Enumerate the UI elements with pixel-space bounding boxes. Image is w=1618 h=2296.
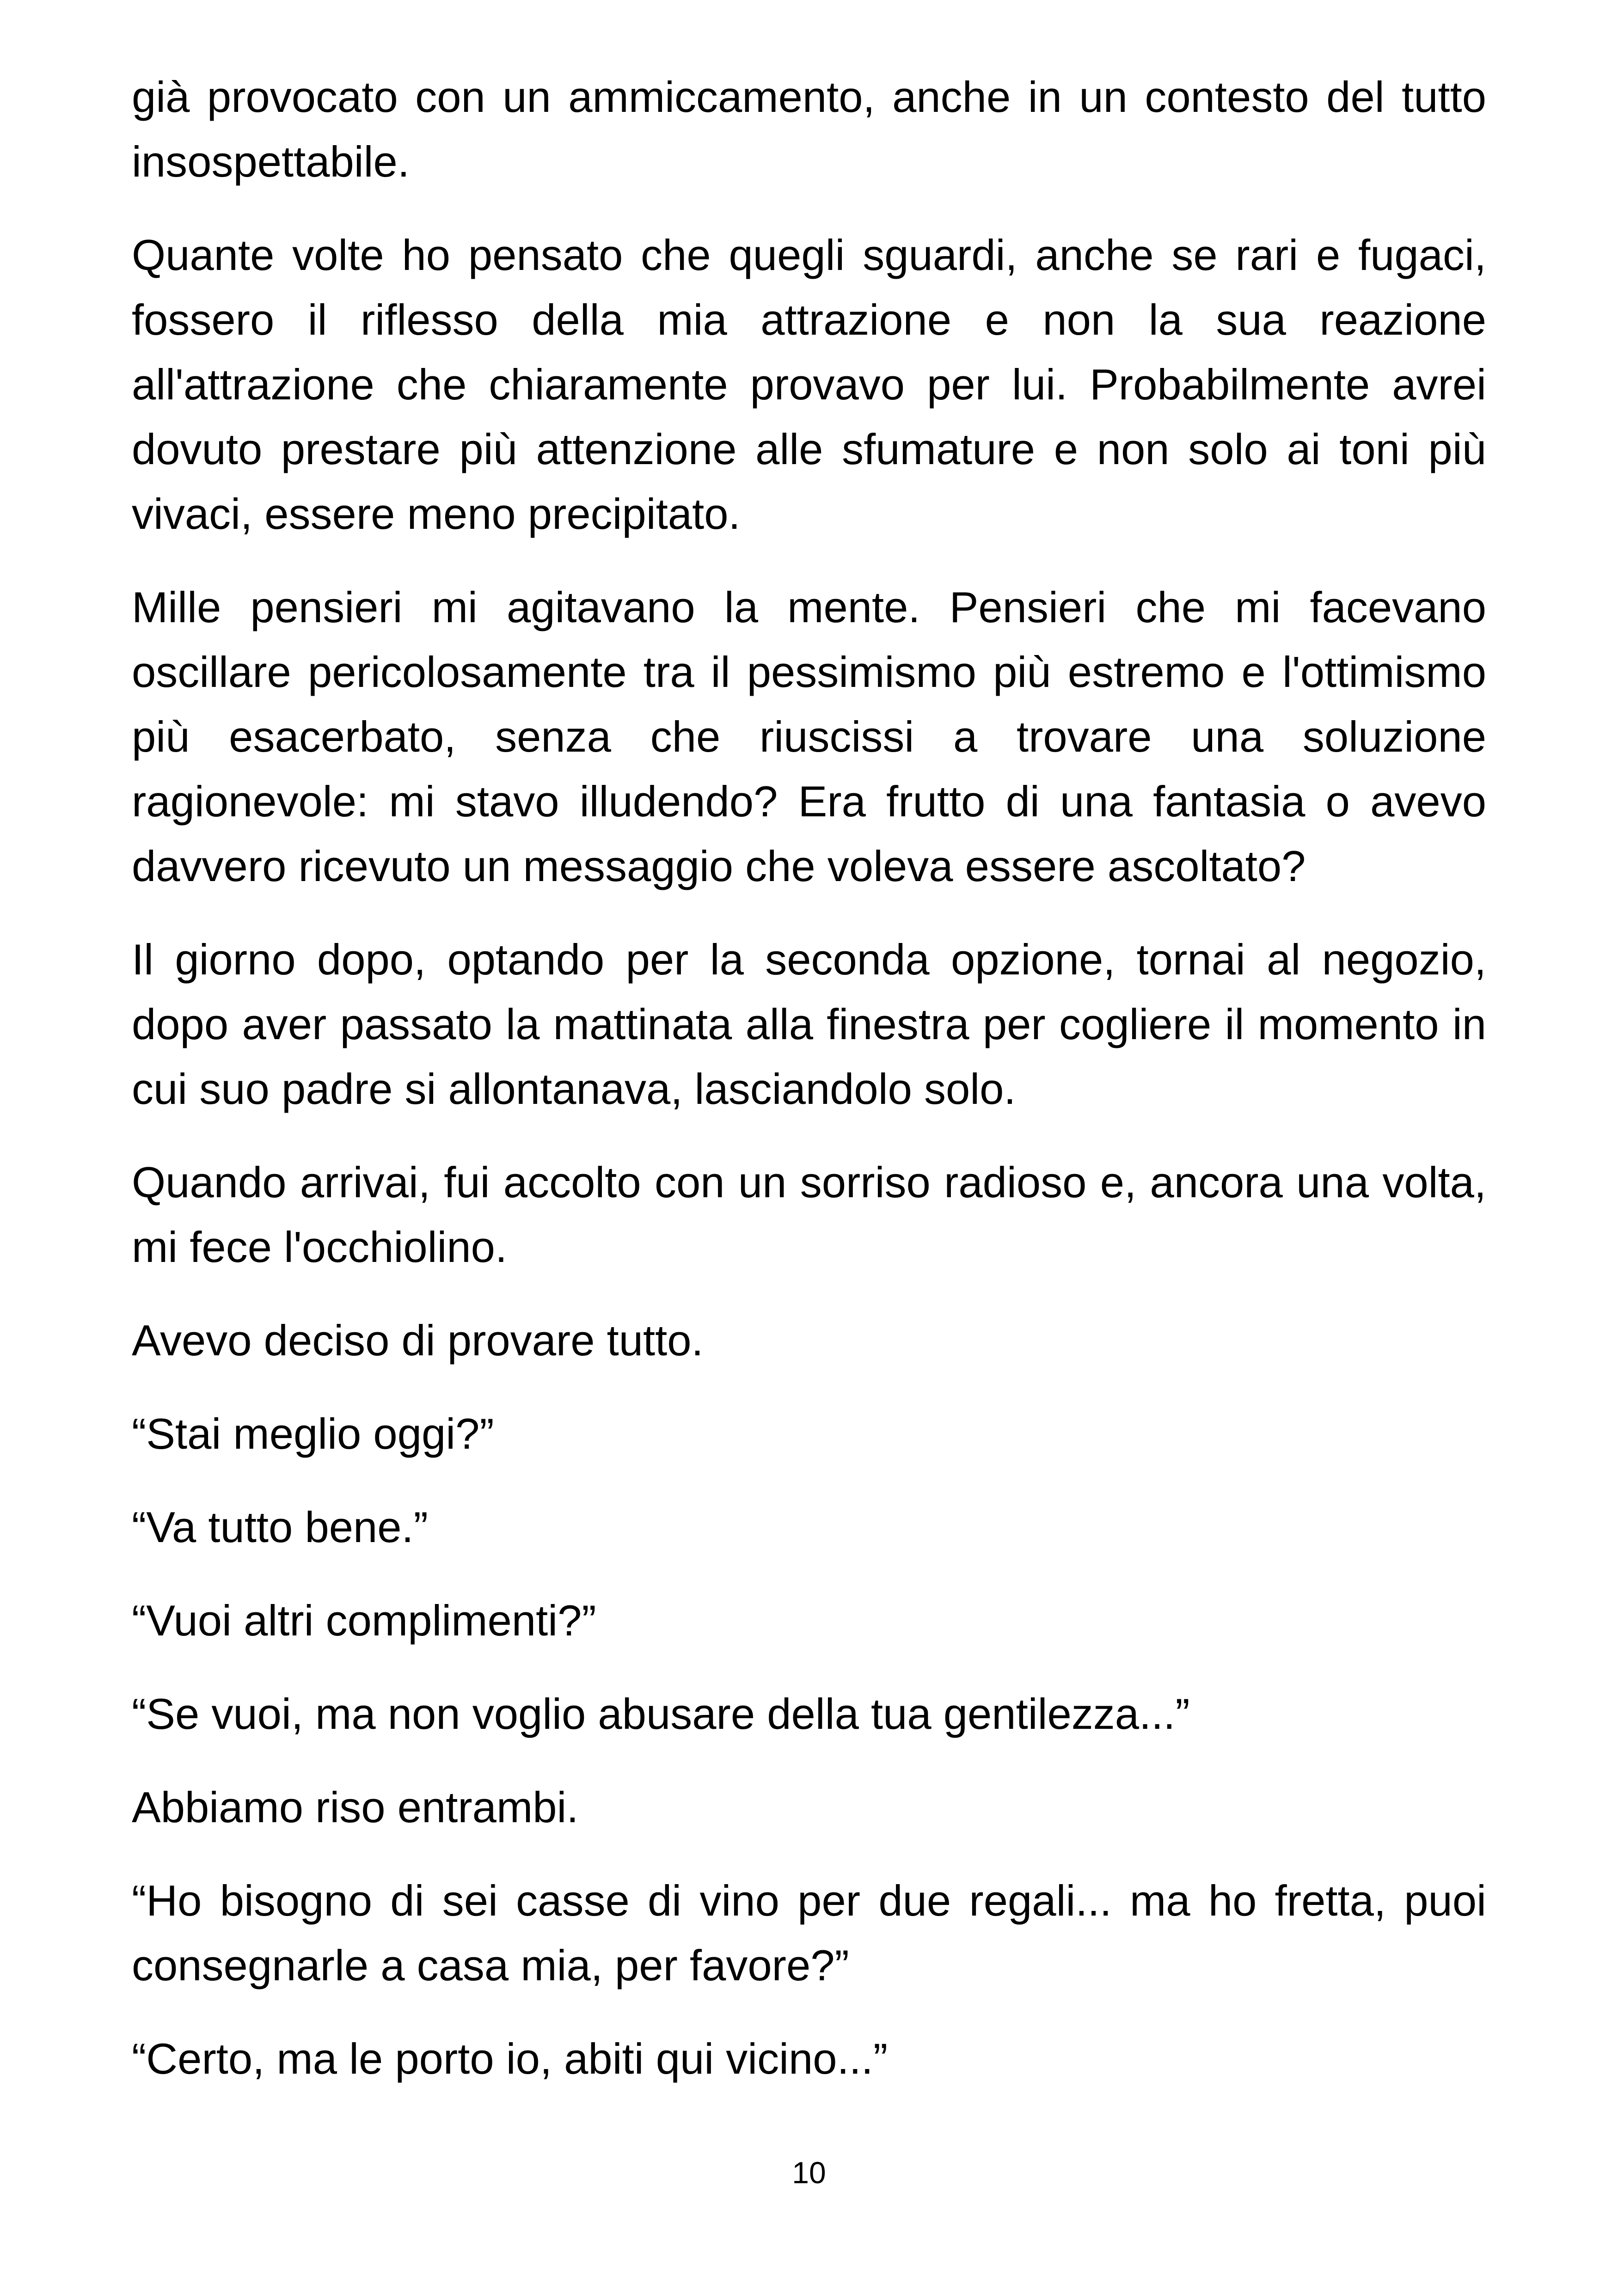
dialogue-line: “Vuoi altri complimenti?” [132, 1596, 596, 1645]
paragraph: già provocato con un ammiccamento, anche in un contesto del tutto insospettabile. [132, 73, 1486, 186]
paragraph: Quante volte ho pensato che quegli sguardi, anche se rari e fugaci, fossero il riflesso della mia attrazione e non la sua reazione all'attrazione che chiaramente provavo per lui. Probabilmente avrei dovuto prestare più attenzione alle sfumature e non solo ai toni più vivaci, essere meno precipitato. [132, 231, 1486, 538]
paragraph: Mille pensieri mi agitavano la mente. Pensieri che mi facevano oscillare pericolosamente tra il pessimismo più estremo e l'ottimismo più esacerbato, senza che riuscissi a trovare una soluzione ragionevole: mi stavo illudendo? Era frutto di una fantasia o avevo davvero ricevuto un messaggio che voleva essere ascoltato? [132, 583, 1486, 890]
dialogue-line: “Se vuoi, ma non voglio abusare della tua gentilezza...” [132, 1690, 1190, 1738]
dialogue-line: “Stai meglio oggi?” [132, 1409, 494, 1458]
dialogue-line: “Ho bisogno di sei casse di vino per due regali... ma ho fretta, puoi consegnarle a casa mia, per favore?” [132, 1876, 1486, 1990]
paragraph: Quando arrivai, fui accolto con un sorriso radioso e, ancora una volta, mi fece l'occhiolino. [132, 1158, 1486, 1271]
paragraph: Abbiamo riso entrambi. [132, 1783, 579, 1831]
paragraph: Il giorno dopo, optando per la seconda opzione, tornai al negozio, dopo aver passato la mattinata alla finestra per cogliere il momento in cui suo padre si allontanava, lasciandolo solo. [132, 935, 1486, 1113]
dialogue-line: “Certo, ma le porto io, abiti qui vicino...” [132, 2034, 888, 2083]
body-text [132, 65, 1486, 2120]
page-number: 10 [792, 2155, 826, 2190]
paragraph: Avevo deciso di provare tutto. [132, 1316, 704, 1365]
dialogue-line: “Va tutto bene.” [132, 1503, 428, 1551]
